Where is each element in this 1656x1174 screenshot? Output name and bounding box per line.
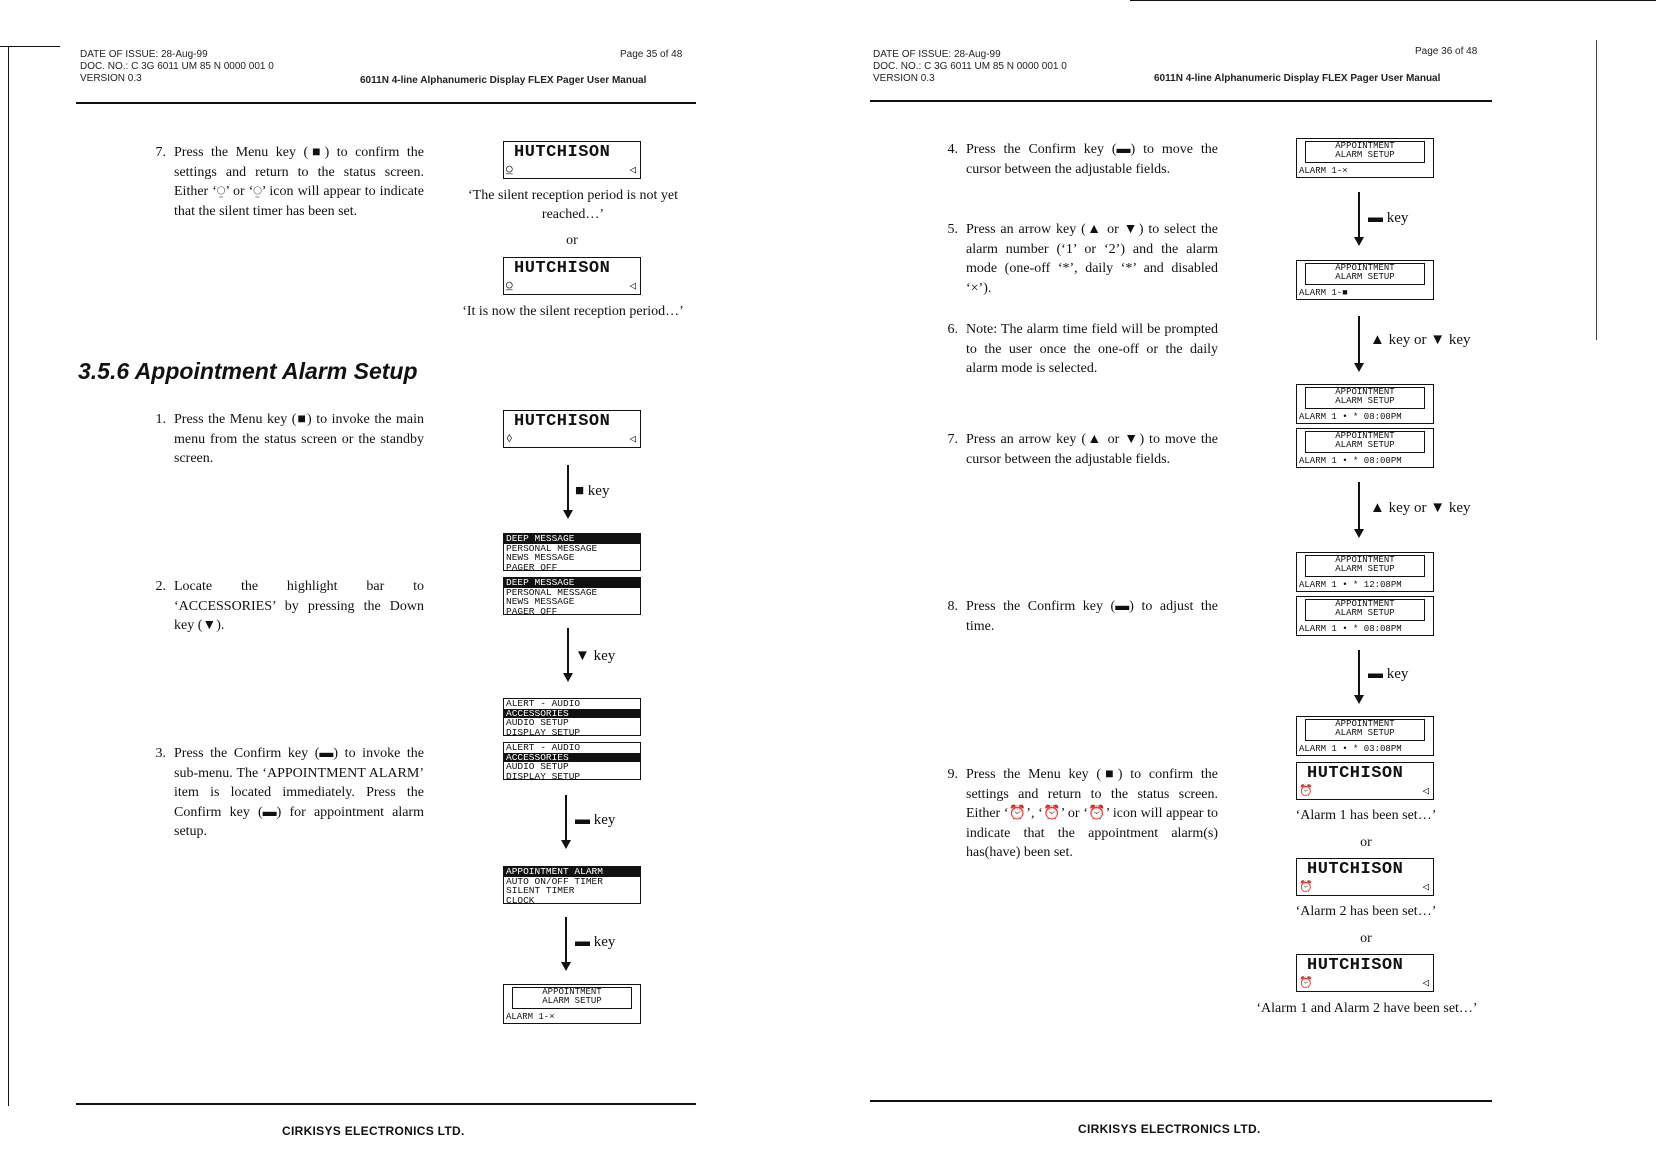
- lcd-alarm-setup: [1296, 596, 1434, 636]
- lcd-accessories-submenu: [503, 866, 641, 904]
- menu-item-highlighted: ACCESSORIES: [504, 753, 640, 763]
- alarm-title-line2: ALARM SETUP: [1335, 272, 1395, 282]
- step-text: Press the Menu key (■) to invoke the main menu from the status screen or the standby screen.: [174, 412, 424, 466]
- alarm-title-line2: ALARM SETUP: [1335, 396, 1395, 406]
- alarm-title-line2: ALARM SETUP: [1335, 564, 1395, 574]
- menu-item: DISPLAY SETUP: [506, 726, 581, 736]
- alarm-status-line: ALARM 1 • * 08:00PM: [1299, 412, 1402, 422]
- footer-company: CIRKISYS ELECTRONICS LTD.: [282, 1124, 465, 1138]
- alarm-title-box: [1305, 431, 1425, 453]
- flow-arrow: [565, 795, 567, 847]
- page-edge-line: [8, 46, 9, 1106]
- header-rule: [76, 102, 696, 104]
- key-label-confirm: ▬ key: [1368, 666, 1409, 682]
- step-number: 7.: [947, 432, 958, 447]
- screen-name: HUTCHISON: [1307, 956, 1404, 975]
- lcd-alarm-setup: [1296, 716, 1434, 756]
- alarm-title-box: [1305, 387, 1425, 409]
- page-edge-line: [1596, 40, 1597, 340]
- caption-alarm-both: ‘Alarm 1 and Alarm 2 have been set…’: [1256, 1001, 1478, 1016]
- alarm-title-box: [1305, 599, 1425, 621]
- header-doc-no: DOC. NO.: C 3G 6011 UM 85 N 0000 001 0: [873, 61, 1067, 72]
- silent-timer-icon: ⍜: [506, 281, 513, 293]
- footer-rule: [76, 1103, 696, 1105]
- alarm-title-box: [1305, 555, 1425, 577]
- flow-arrow: [1358, 316, 1360, 370]
- lcd-alarm-setup: [503, 984, 641, 1024]
- lcd-status-alarm2: [1296, 858, 1434, 896]
- step-text: Press the Menu key (■) to confirm the settings and return to the status screen. Either ‘⏰’, ‘⏰’ or ‘⏰’ icon will appear to indicate that the appointment alarm(s) has(have) been set.: [966, 767, 1218, 860]
- key-label-arrow: ▲ key or ▼ key: [1370, 500, 1471, 516]
- lcd-main-menu: [503, 533, 641, 571]
- step-text: Press the Confirm key (▬) to invoke the sub-menu. The ‘APPOINTMENT ALARM’ item is located immediately. Press the Confirm key (▬) for appointment alarm setup.: [174, 746, 424, 839]
- menu-item: CLOCK: [506, 894, 535, 904]
- alarm-status-line: ALARM 1-×: [1299, 166, 1348, 176]
- caption-alarm1: ‘Alarm 1 has been set…’: [1295, 808, 1437, 823]
- alarm-title-line1: APPOINTMENT: [1335, 141, 1395, 151]
- or-label: or: [566, 233, 578, 248]
- alarm-icon: ⏰: [1299, 882, 1313, 894]
- header-page-number: Page 36 of 48: [1415, 46, 1478, 57]
- lcd-status-alarm1: [1296, 762, 1434, 800]
- menu-item-highlighted: APPOINTMENT ALARM: [504, 867, 640, 877]
- alarm-status-line: ALARM 1-×: [506, 1012, 555, 1022]
- flow-arrow: [567, 465, 569, 517]
- key-label-arrow: ▲ key or ▼ key: [1370, 332, 1471, 348]
- lcd-alarm-setup: [1296, 428, 1434, 468]
- step-number: 9.: [947, 767, 958, 782]
- lcd-alarm-setup: [1296, 138, 1434, 178]
- menu-item: PERSONAL MESSAGE: [506, 542, 598, 554]
- step-text: Press an arrow key (▲ or ▼) to select the alarm number (‘1’ or ‘2’) and the alarm mode (one-off ‘*’, daily ‘*’ and disabled ‘×’).: [966, 222, 1218, 296]
- step-2: [148, 577, 424, 636]
- step-1: [148, 410, 424, 469]
- menu-item-highlighted: DEEP MESSAGE: [504, 534, 640, 544]
- alarm-title-line1: APPOINTMENT: [1335, 387, 1395, 397]
- silent-timer-icon: ⍜: [506, 165, 513, 177]
- step-number: 5.: [947, 222, 958, 237]
- header-page-number: Page 35 of 48: [620, 49, 683, 60]
- alarm-title-line1: APPOINTMENT: [542, 987, 602, 997]
- key-label-confirm: ▬ key: [575, 812, 616, 828]
- flow-arrow: [1358, 482, 1360, 536]
- step-8: [940, 597, 1218, 636]
- step-number: 7.: [155, 145, 166, 160]
- speaker-icon: ◁: [1422, 978, 1429, 990]
- header-date: DATE OF ISSUE: 28-Aug-99: [873, 49, 1001, 60]
- alarm-title-line2: ALARM SETUP: [1335, 150, 1395, 160]
- step-text: Press the Confirm key (▬) to move the cursor between the adjustable fields.: [966, 142, 1218, 177]
- speaker-icon: ◁: [629, 165, 636, 177]
- flow-arrow: [567, 628, 569, 680]
- menu-item: DISPLAY SETUP: [506, 770, 581, 780]
- header-manual-title: 6011N 4-line Alphanumeric Display FLEX Pager User Manual: [360, 75, 647, 86]
- menu-item-highlighted: ACCESSORIES: [504, 709, 640, 719]
- menu-item: AUDIO SETUP: [506, 761, 569, 772]
- lcd-alarm-setup: [1296, 260, 1434, 300]
- lcd-status-screen-start: [503, 410, 641, 448]
- screen-name: HUTCHISON: [1307, 860, 1404, 879]
- step-text: Note: The alarm time field will be prompted to the user once the one-off or the daily alarm mode is selected.: [966, 322, 1218, 376]
- step-number: 1.: [155, 412, 166, 427]
- pager-icon: ◊: [506, 434, 513, 446]
- alarm-title-box: [512, 987, 632, 1009]
- alarm-title-line1: APPOINTMENT: [1335, 555, 1395, 565]
- menu-item: AUDIO SETUP: [506, 717, 569, 728]
- step-text: Locate the highlight bar to ‘ACCESSORIES’ by pressing the Down key (▼).: [174, 579, 424, 633]
- step-6: [940, 320, 1218, 379]
- flow-arrow: [1358, 192, 1360, 244]
- lcd-status-screen-silent: [503, 257, 641, 295]
- speaker-icon: ◁: [629, 281, 636, 293]
- step-5: [940, 220, 1218, 298]
- header-rule: [870, 100, 1492, 102]
- lcd-accessories-menu: [503, 698, 641, 736]
- alarm-title-box: [1305, 719, 1425, 741]
- footer-rule: [870, 1100, 1492, 1102]
- alarm-title-box: [1305, 263, 1425, 285]
- step-number: 6.: [947, 322, 958, 337]
- header-manual-title: 6011N 4-line Alphanumeric Display FLEX Pager User Manual: [1154, 73, 1441, 84]
- menu-item: AUTO ON/OFF TIMER: [506, 875, 603, 887]
- alarm-status-line: ALARM 1 • * 08:00PM: [1299, 456, 1402, 466]
- menu-item: ALERT - AUDIO: [506, 698, 581, 709]
- caption-not-reached: ‘The silent reception period is not yet reached…’: [468, 188, 678, 222]
- header-version: VERSION 0.3: [80, 73, 142, 84]
- lcd-accessories-menu-2: [503, 742, 641, 780]
- alarm-status-line: ALARM 1-■: [1299, 288, 1348, 298]
- left-header-meta: [80, 49, 274, 85]
- step-number: 8.: [947, 599, 958, 614]
- menu-item-highlighted: DEEP MESSAGE: [504, 578, 640, 588]
- menu-item: PAGER OFF: [506, 561, 558, 571]
- menu-item: ALERT - AUDIO: [506, 742, 581, 753]
- alarm-status-line: ALARM 1 • * 12:08PM: [1299, 580, 1402, 590]
- speaker-icon: ◁: [629, 434, 636, 446]
- caption-silent-period: ‘It is now the silent reception period…’: [462, 304, 684, 319]
- key-label-down: ▼ key: [575, 648, 616, 664]
- alarm-title-line1: APPOINTMENT: [1335, 263, 1395, 273]
- alarm-title-line2: ALARM SETUP: [1335, 728, 1395, 738]
- alarm-title-line1: APPOINTMENT: [1335, 599, 1395, 609]
- alarm-status-line: ALARM 1 • * 03:08PM: [1299, 744, 1402, 754]
- step-number: 4.: [947, 142, 958, 157]
- page-corner-mark: [0, 46, 60, 47]
- menu-item: NEWS MESSAGE: [506, 552, 575, 563]
- lcd-status-alarm-both: [1296, 954, 1434, 992]
- header-version: VERSION 0.3: [873, 73, 935, 84]
- or-label: or: [1360, 931, 1372, 946]
- speaker-icon: ◁: [1422, 882, 1429, 894]
- menu-item: PERSONAL MESSAGE: [506, 586, 598, 598]
- lcd-alarm-setup: [1296, 552, 1434, 592]
- step-7: [940, 430, 1218, 469]
- alarm-title-line2: ALARM SETUP: [542, 996, 602, 1006]
- key-label-confirm: ▬ key: [1368, 210, 1409, 226]
- screen-name: HUTCHISON: [514, 412, 611, 431]
- header-doc-no: DOC. NO.: C 3G 6011 UM 85 N 0000 001 0: [80, 61, 274, 72]
- flow-arrow: [565, 917, 567, 969]
- page-top-edge: [1130, 0, 1656, 1]
- footer-company: CIRKISYS ELECTRONICS LTD.: [1078, 1122, 1261, 1136]
- header-date: DATE OF ISSUE: 28-Aug-99: [80, 49, 208, 60]
- key-label-menu: ■ key: [575, 483, 610, 499]
- alarm-icon: ⏰: [1299, 978, 1313, 990]
- step-text: Press an arrow key (▲ or ▼) to move the cursor between the adjustable fields.: [966, 432, 1218, 467]
- step-7: [148, 143, 424, 221]
- alarm-status-line: ALARM 1 • * 08:08PM: [1299, 624, 1402, 634]
- step-4: [940, 140, 1218, 179]
- key-label-confirm: ▬ key: [575, 934, 616, 950]
- alarm-title-box: [1305, 141, 1425, 163]
- alarm-title-line2: ALARM SETUP: [1335, 440, 1395, 450]
- alarm-icon: ⏰: [1299, 786, 1313, 798]
- or-label: or: [1360, 835, 1372, 850]
- step-9: [940, 765, 1218, 863]
- flow-arrow: [1358, 650, 1360, 702]
- alarm-title-line2: ALARM SETUP: [1335, 608, 1395, 618]
- speaker-icon: ◁: [1422, 786, 1429, 798]
- menu-item: SILENT TIMER: [506, 885, 575, 896]
- right-header-meta: [873, 49, 1067, 85]
- menu-item: NEWS MESSAGE: [506, 596, 575, 607]
- menu-item: PAGER OFF: [506, 605, 558, 615]
- step-number: 3.: [155, 746, 166, 761]
- section-heading: 3.5.6 Appointment Alarm Setup: [78, 358, 418, 384]
- step-text: Press the Menu key (■) to confirm the settings and return to the status screen. Either ‘⍜’ or ‘⍜’ icon will appear to indicate that the silent timer has been set.: [174, 145, 424, 219]
- lcd-main-menu-2: [503, 577, 641, 615]
- caption-alarm2: ‘Alarm 2 has been set…’: [1295, 904, 1437, 919]
- screen-name: HUTCHISON: [514, 143, 611, 162]
- screen-name: HUTCHISON: [1307, 764, 1404, 783]
- step-text: Press the Confirm key (▬) to adjust the time.: [966, 599, 1218, 634]
- step-3: [148, 744, 424, 842]
- lcd-status-screen: [503, 141, 641, 179]
- alarm-title-line1: APPOINTMENT: [1335, 431, 1395, 441]
- alarm-title-line1: APPOINTMENT: [1335, 719, 1395, 729]
- screen-name: HUTCHISON: [514, 259, 611, 278]
- step-number: 2.: [155, 579, 166, 594]
- lcd-alarm-setup: [1296, 384, 1434, 424]
